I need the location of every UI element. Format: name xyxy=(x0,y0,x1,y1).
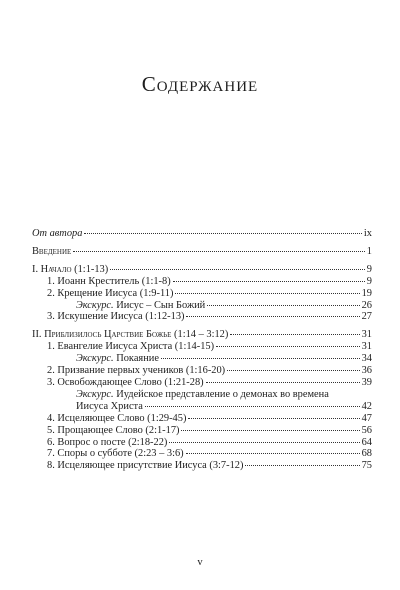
dot-leader xyxy=(175,293,359,294)
excursus-label: Экскурс. xyxy=(76,353,114,365)
toc-entry-title: 6. Вопрос о посте (2:18-22) xyxy=(47,436,168,448)
toc-entry-title: II. Приблизилось Царствие Божье (1:14 – 3:12) xyxy=(32,329,229,341)
toc-entry-page: 36 xyxy=(361,365,372,377)
toc-entry[interactable] xyxy=(32,377,372,389)
toc-entry-page: ix xyxy=(363,228,372,239)
toc-chapter-1[interactable] xyxy=(32,264,372,276)
excursus-label: Экскурс. xyxy=(76,299,114,311)
dot-leader xyxy=(188,418,359,419)
toc-entry-title: I. Начало (1:1-13) xyxy=(32,263,109,275)
dot-leader xyxy=(186,453,360,454)
toc-entry-title: 1. Иоанн Креститель (1:1-8) xyxy=(47,275,171,287)
toc-excursus-line1[interactable] xyxy=(32,389,372,401)
toc-entry-title: Введение xyxy=(32,245,72,257)
toc-entry-title: 7. Споры о субботе (2:23 – 3:6) xyxy=(47,448,184,460)
dot-leader xyxy=(84,233,362,234)
toc-entry[interactable] xyxy=(32,437,372,449)
toc-entry-page: 26 xyxy=(361,299,372,311)
dot-leader xyxy=(206,382,360,383)
toc-chapter-2[interactable] xyxy=(32,329,372,341)
toc-entry-title: 2. Крещение Иисуса (1:9-11) xyxy=(47,287,174,299)
toc-entry[interactable] xyxy=(32,288,372,300)
toc-excursus-line2[interactable] xyxy=(32,401,372,413)
toc-entry-introduction[interactable] xyxy=(32,246,372,258)
toc-entry-title: От автора xyxy=(32,228,83,239)
toc-entry-title: 5. Прощающее Слово (2:1-17) xyxy=(47,424,180,436)
dot-leader xyxy=(230,334,359,335)
toc-entry[interactable] xyxy=(32,365,372,377)
toc-entry-title: 3. Освобождающее Слово (1:21-28) xyxy=(47,376,204,388)
toc-entry-page: 42 xyxy=(361,400,372,412)
toc-entry-page: 1 xyxy=(366,245,372,257)
toc-entry-title-continued: Иисуса Христа xyxy=(76,400,143,412)
toc-entry-page: 75 xyxy=(361,460,372,472)
toc-entry-page: 68 xyxy=(361,448,372,460)
toc-entry-page: 34 xyxy=(361,353,372,365)
page-number: v xyxy=(197,557,203,568)
toc-entry-from-author[interactable] xyxy=(32,228,372,240)
toc-entry[interactable] xyxy=(32,413,372,425)
dot-leader xyxy=(173,281,365,282)
toc-entry-title: 3. Искушение Иисуса (1:12-13) xyxy=(47,311,185,323)
dot-leader xyxy=(73,251,364,252)
toc-entry-title: Иисус – Сын Божий xyxy=(116,299,206,311)
toc-entry-title: 8. Исцеляющее присутствие Иисуса (3:7-12) xyxy=(47,460,244,472)
toc-entry-title: 4. Исцеляющее Слово (1:29-45) xyxy=(47,412,187,424)
dot-leader xyxy=(207,305,359,306)
page-title: Содержание xyxy=(141,72,259,96)
toc-entry[interactable] xyxy=(32,425,372,437)
toc-entry-title: 2. Призвание первых учеников (1:16-20) xyxy=(47,365,226,377)
toc-excursus[interactable] xyxy=(32,353,372,365)
dot-leader xyxy=(145,406,360,407)
toc-entry-page: 27 xyxy=(361,311,372,323)
dot-leader xyxy=(227,370,359,371)
toc-entry-page: 56 xyxy=(361,424,372,436)
toc-entry-page: 39 xyxy=(361,376,372,388)
table-of-contents xyxy=(32,228,372,472)
dot-leader xyxy=(245,465,359,466)
dot-leader xyxy=(110,269,365,270)
dot-leader xyxy=(186,316,359,317)
toc-entry[interactable] xyxy=(32,448,372,460)
toc-entry[interactable] xyxy=(32,311,372,323)
dot-leader xyxy=(216,346,360,347)
toc-entry-title: Иудейское представление о демонах во времена xyxy=(116,388,329,400)
dot-leader xyxy=(181,430,359,431)
dot-leader xyxy=(161,358,360,359)
toc-excursus[interactable] xyxy=(32,300,372,312)
toc-entry[interactable] xyxy=(32,460,372,472)
toc-entry-page: 64 xyxy=(361,436,372,448)
toc-entry-page: 47 xyxy=(361,412,372,424)
toc-entry-title: 1. Евангелие Иисуса Христа (1:14-15) xyxy=(47,341,215,353)
toc-entry-page: 31 xyxy=(361,341,372,353)
toc-entry-page: 19 xyxy=(361,287,372,299)
toc-entry-page: 9 xyxy=(366,275,372,287)
excursus-label: Экскурс. xyxy=(76,388,114,400)
toc-entry[interactable] xyxy=(32,276,372,288)
toc-entry[interactable] xyxy=(32,341,372,353)
toc-entry-title: Покаяние xyxy=(116,353,159,365)
toc-entry-page: 31 xyxy=(361,329,372,341)
toc-entry-page: 9 xyxy=(366,263,372,275)
dot-leader xyxy=(169,442,359,443)
